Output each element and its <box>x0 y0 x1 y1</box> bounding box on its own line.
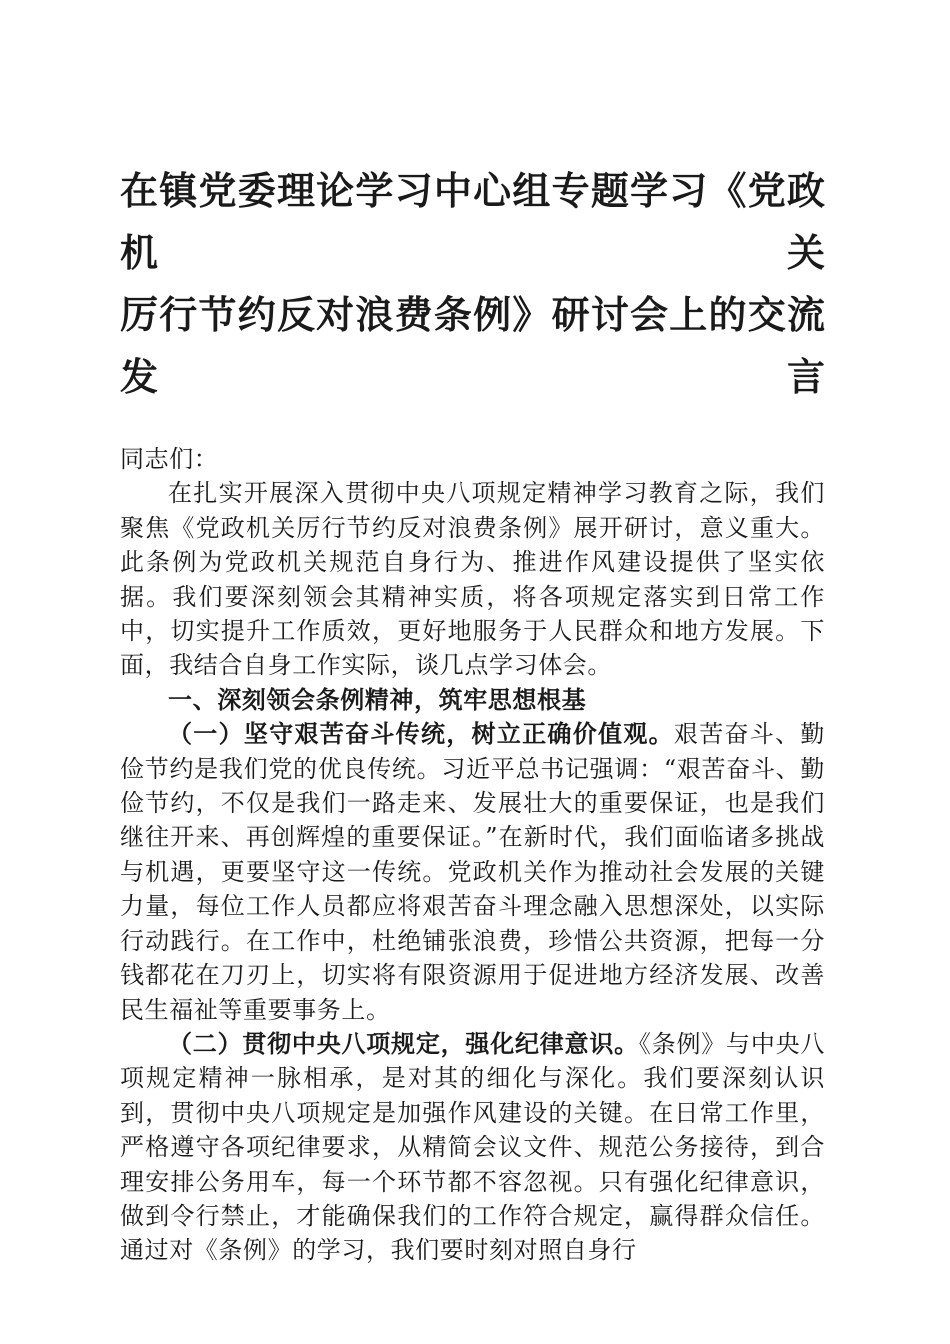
subsection-1-body: 艰苦奋斗、勤俭节约是我们党的优良传统。习近平总书记强调：“艰苦奋斗、勤俭节约，不仅是我们一路走来、发展壮大的重要保证，也是我们继往开来、再创辉煌的重要保证。”在新时代，我们面临诸多挑战与机遇，更要坚守这一传统。党政机关作为推动社会发展的关键力量，每位工作人员都应将艰苦奋斗理念融入思想深处，以实际行动践行。在工作中，杜绝铺张浪费，珍惜公共资源，把每一分钱都花在刀刃上，切实将有限资源用于促进地方经济发展、改善民生福祉等重要事务上。 <box>120 720 825 1024</box>
salutation: 同志们： <box>120 445 219 473</box>
intro-paragraph: 在扎实开展深入贯彻中央八项规定精神学习教育之际，我们聚焦《党政机关厉行节约反对浪费条例》展开研讨，意义重大。此条例为党政机关规范自身行为、推进作风建设提供了坚实依据。我们要深刻领会其精神实质，将各项规定落实到日常工作中，切实提升工作质效，更好地服务于人民群众和地方发展。下面，我结合自身工作实际，谈几点学习体会。 <box>120 479 825 680</box>
document-body <box>120 442 825 1268</box>
subsection-2-heading: （二）贯彻中央八项规定，强化纪律意识。 <box>168 1028 639 1058</box>
subsection-1-heading: （一）坚守艰苦奋斗传统，树立正确价值观。 <box>168 719 674 749</box>
subsection-2-paragraph <box>120 1027 825 1268</box>
title-line-1: 在镇党委理论学习中心组专题学习《党政机关 <box>120 169 825 275</box>
title-line-2: 厉行节约反对浪费条例》研讨会上的交流发言 <box>120 293 825 399</box>
subsection-1-paragraph <box>120 717 825 1027</box>
subsection-2-body: 《条例》与中央八项规定精神一脉相承，是对其的细化与深化。我们要深刻认识到，贯彻中央八项规定是加强作风建设的关键。在日常工作里，严格遵守各项纪律要求，从精简会议文件、规范公务接待，到合理安排公务用车，每一个环节都不容忽视。只有强化纪律意识，做到令行禁止，才能确保我们的工作符合规定，赢得群众信任。通过对《条例》的学习，我们要时刻对照自身行 <box>120 1029 825 1265</box>
document-page <box>120 160 825 1268</box>
section-1-heading: 一、深刻领会条例精神，筑牢思想根基 <box>168 685 587 714</box>
document-title <box>120 160 825 408</box>
